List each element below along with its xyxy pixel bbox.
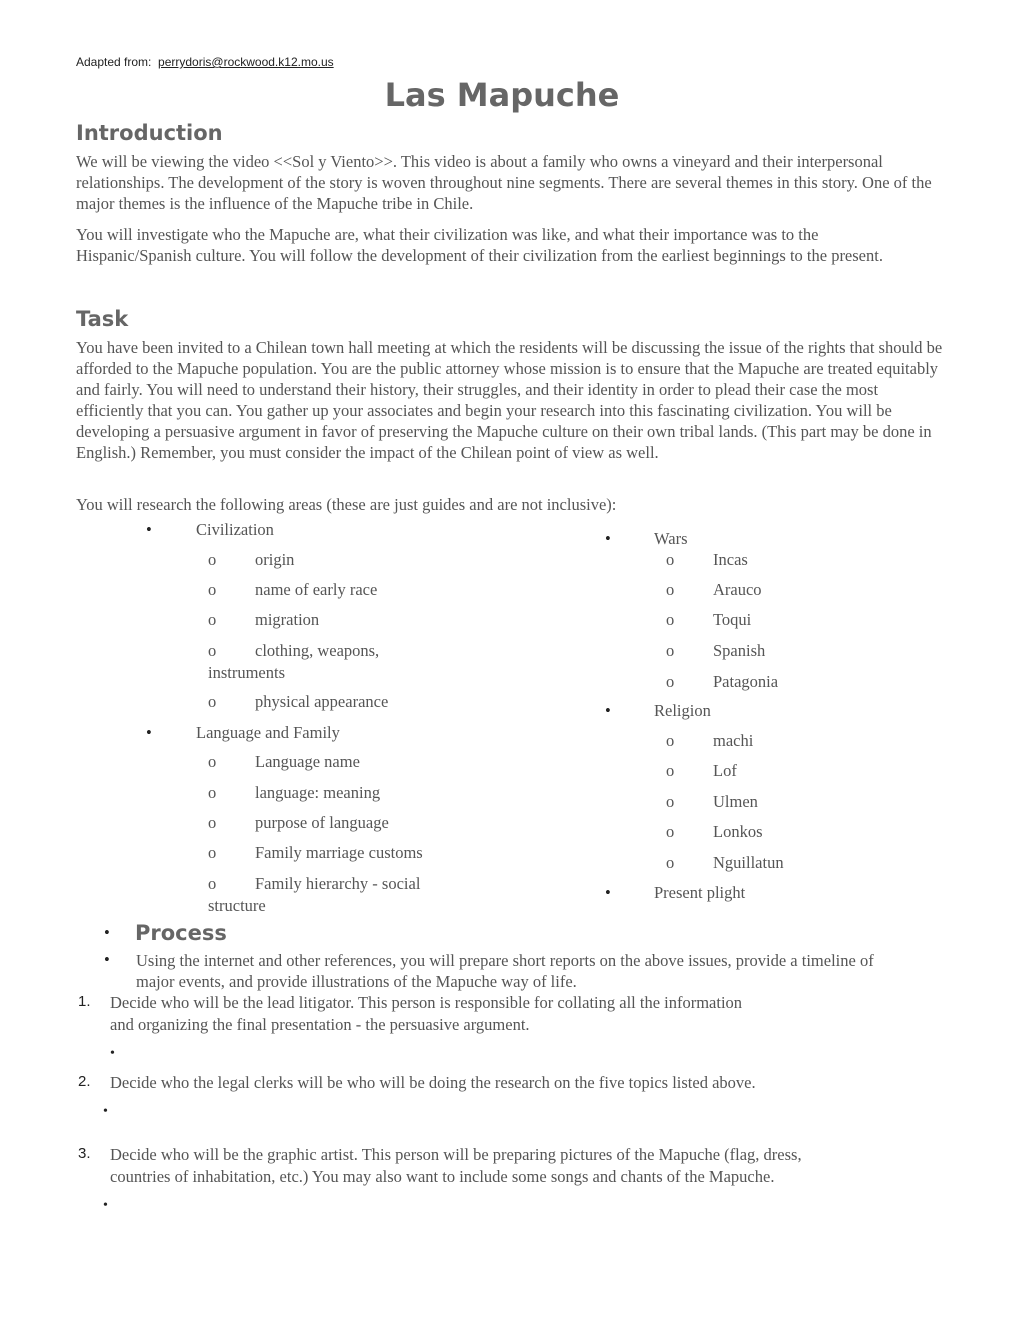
- bullet-icon: •: [605, 529, 611, 548]
- sub-bullet-icon: o: [666, 610, 675, 629]
- sub-bullet-icon: o: [666, 792, 675, 811]
- step-number: 2.: [78, 1073, 91, 1090]
- sub-list-item-continued: instruments: [208, 663, 285, 682]
- list-item: Religion: [654, 701, 711, 720]
- sub-bullet-icon: o: [208, 641, 217, 660]
- empty-bullet-icon: •: [110, 1046, 115, 1061]
- step-number: 3.: [78, 1145, 91, 1162]
- step-text-continued: countries of inhabitation, etc.) You may also want to include some songs and chants of the Mapuche.: [110, 1167, 775, 1186]
- sub-bullet-icon: o: [666, 641, 675, 660]
- sub-list-item: Toqui: [713, 610, 752, 629]
- introduction-heading: Introduction: [76, 121, 223, 145]
- sub-bullet-icon: o: [208, 580, 217, 599]
- sub-list-item: Nguillatun: [713, 853, 784, 872]
- sub-list-item: Spanish: [713, 641, 766, 660]
- bullet-icon: •: [104, 950, 110, 969]
- sub-list-item: machi: [713, 731, 754, 750]
- list-item: Civilization: [196, 520, 274, 539]
- list-item: Present plight: [654, 883, 746, 902]
- step-text-continued: and organizing the final presentation - the persuasive argument.: [110, 1015, 530, 1034]
- task-heading: Task: [76, 307, 129, 331]
- sub-bullet-icon: o: [208, 874, 217, 893]
- sub-list-item: clothing, weapons,: [255, 641, 380, 660]
- sub-bullet-icon: o: [208, 783, 217, 802]
- list-item: Language and Family: [196, 723, 340, 742]
- sub-list-item: Lonkos: [713, 822, 763, 841]
- sub-list-item: language: meaning: [255, 783, 381, 802]
- sub-bullet-icon: o: [666, 672, 675, 691]
- page-title: Las Mapuche: [384, 76, 620, 114]
- step-text: Decide who will be the lead litigator. This person is responsible for collating all the information: [110, 993, 743, 1012]
- sub-bullet-icon: o: [666, 761, 675, 780]
- task-research-intro: You will research the following areas (these are just guides and are not inclusive):: [76, 495, 617, 514]
- sub-bullet-icon: o: [208, 843, 217, 862]
- step-text: Decide who will be the graphic artist. This person will be preparing pictures of the Mapuche (flag, dress,: [110, 1145, 802, 1164]
- step-number: 1.: [78, 993, 91, 1010]
- step-text: Decide who the legal clerks will be who will be doing the research on the five topics listed above.: [110, 1073, 756, 1092]
- credit-label: Adapted from:: [76, 55, 152, 69]
- sub-list-item: origin: [255, 550, 295, 569]
- sub-list-item: Patagonia: [713, 672, 779, 691]
- sub-list-item: Arauco: [713, 580, 762, 599]
- sub-list-item: purpose of language: [255, 813, 389, 832]
- empty-bullet-icon: •: [103, 1104, 108, 1119]
- sub-bullet-icon: o: [666, 822, 675, 841]
- sub-bullet-icon: o: [208, 550, 217, 569]
- process-intro: Using the internet and other references, you will prepare short reports on the above issues, provide a timeline of major events, and provide illustrations of the Mapuche way of life.: [136, 951, 874, 991]
- bullet-icon: •: [104, 923, 110, 942]
- sub-bullet-icon: o: [208, 813, 217, 832]
- sub-bullet-icon: o: [666, 550, 675, 569]
- sub-bullet-icon: o: [208, 610, 217, 629]
- list-item: Wars: [654, 529, 688, 548]
- bullet-icon: •: [146, 723, 152, 742]
- bullet-icon: •: [146, 520, 152, 539]
- credit-line: [76, 55, 334, 69]
- sub-list-item: Ulmen: [713, 792, 758, 811]
- sub-bullet-icon: o: [208, 752, 217, 771]
- sub-list-item: Lof: [713, 761, 737, 780]
- sub-bullet-icon: o: [666, 731, 675, 750]
- sub-list-item: Language name: [255, 752, 360, 771]
- credit-email-link[interactable]: perrydoris@rockwood.k12.mo.us: [158, 55, 334, 69]
- empty-bullet-icon: •: [103, 1198, 108, 1213]
- bullet-icon: •: [605, 883, 611, 902]
- introduction-paragraph-1: We will be viewing the video <<Sol y Viento>>. This video is about a family who owns a vineyard and their interpersonal relationships. The development of the story is woven throughout nine segments. There are several themes in this story. One of the major themes is the influence of the Mapuche tribe in Chile.: [76, 152, 932, 213]
- task-paragraph: You have been invited to a Chilean town hall meeting at which the residents will be discussing the issue of the rights that should be afforded to the Mapuche population. You are the public attorney whose mission is to ensure that the Mapuche are treated equitably and fairly. You will need to understand their history, their struggles, and their identity in order to plead their case the most efficiently that you can. You gather up your associates and begin your research into this fascinating civilization. You will be developing a persuasive argument in favor of preserving the Mapuche culture on their own tribal lands. (This part may be done in English.) Remember, you must consider the impact of the Chilean point of view as well.: [76, 338, 943, 462]
- sub-bullet-icon: o: [666, 580, 675, 599]
- introduction-paragraph-2: You will investigate who the Mapuche are, what their civilization was like, and what their importance was to the Hispanic/Spanish culture. You will follow the development of their civilization from the earliest beginnings to the present.: [76, 225, 883, 265]
- sub-list-item: physical appearance: [255, 692, 389, 711]
- sub-bullet-icon: o: [208, 692, 217, 711]
- bullet-icon: •: [605, 701, 611, 720]
- sub-list-item-continued: structure: [208, 896, 266, 915]
- sub-bullet-icon: o: [666, 853, 675, 872]
- sub-list-item: Family marriage customs: [255, 843, 423, 862]
- sub-list-item: Family hierarchy - social: [255, 874, 421, 893]
- process-heading: Process: [135, 921, 227, 945]
- sub-list-item: migration: [255, 610, 320, 629]
- sub-list-item: Incas: [713, 550, 748, 569]
- sub-list-item: name of early race: [255, 580, 378, 599]
